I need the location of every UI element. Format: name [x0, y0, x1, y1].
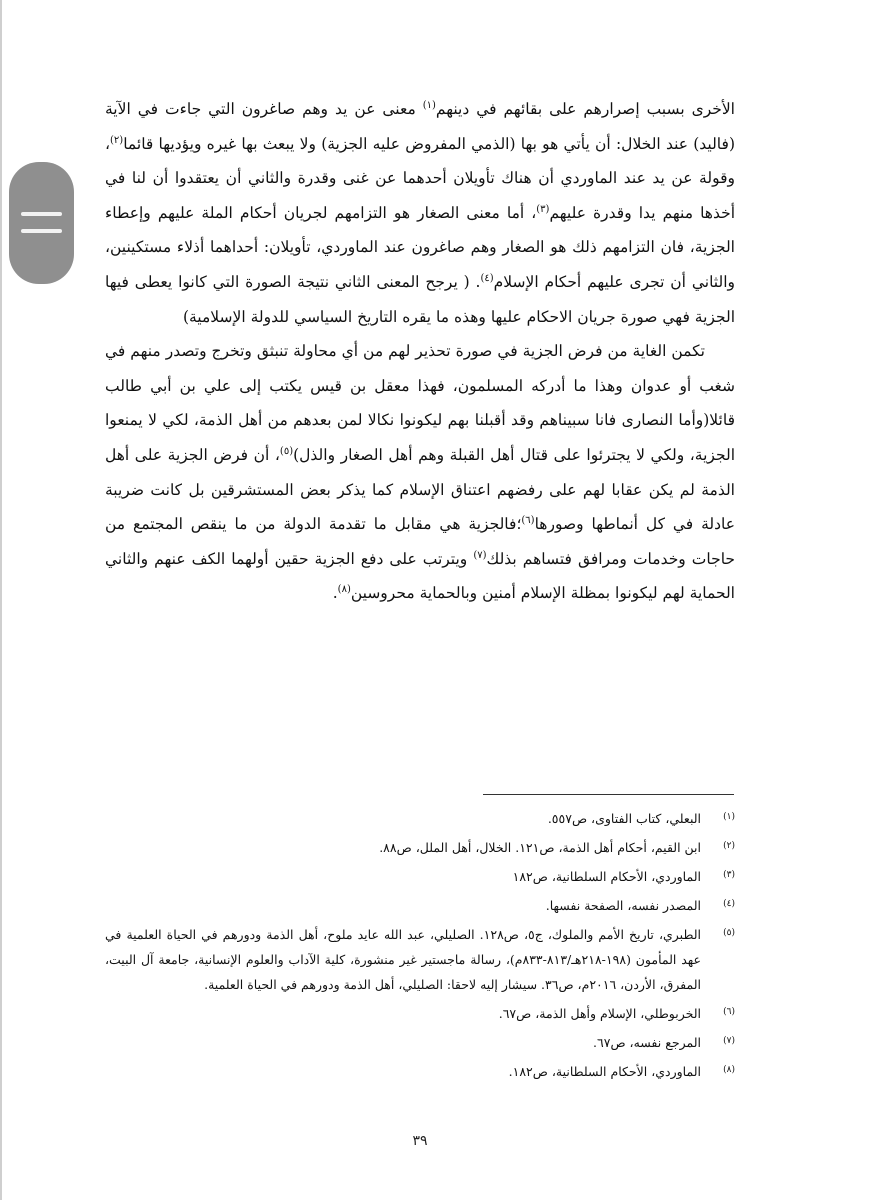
footnote-ref-7[interactable]: (٧)	[473, 549, 487, 561]
p1-text-1: الأخرى بسبب إصرارهم على بقائهم في دينهم	[435, 100, 735, 118]
menu-icon-bar-top	[21, 212, 62, 216]
footnote-text: المصدر نفسه، الصفحة نفسها.	[545, 898, 701, 913]
footnote-text: البعلي، كتاب الفتاوى، ص٥٥٧.	[547, 811, 701, 826]
paragraph-1	[105, 92, 735, 334]
menu-icon-bar-bottom	[21, 229, 62, 233]
p1-text-4: ، أما معنى الصغار هو التزامهم لجريان أحكام الملة عليهم وإعطاء الجزية، فان التزامهم ذلك هو الصغار وهم صاغرون عند الماوردي، تأويلان: أحداهما أذلاء مستكينين، والثاني أن تجرى عليهم أحكام الإسلام	[105, 203, 735, 291]
menu-button[interactable]	[9, 162, 74, 284]
footnote-ref-4[interactable]: (٤)	[480, 272, 494, 284]
p2-text-4: ويترتب على دفع الجزية حقين أولهما الكف عنهم والثاني الحماية لهم ليكونوا بمظلة الإسلام أمنين وبالحماية محروسين	[105, 549, 735, 603]
footnote-text: ابن القيم، أحكام أهل الذمة، ص١٢١. الخلال، أهل الملل، ص٨٨.	[379, 840, 701, 855]
paragraph-2	[105, 334, 735, 611]
footnote-text: الماوردي، الأحكام السلطانية، ص١٨٢.	[508, 1064, 701, 1079]
footnote-text: المرجع نفسه، ص٦٧.	[593, 1035, 701, 1050]
page-left-edge	[0, 0, 2, 1200]
footnote-item	[105, 1030, 735, 1055]
footnote-separator	[483, 794, 734, 795]
footnote-item	[105, 922, 735, 997]
footnote-text: الماوردي، الأحكام السلطانية، ص١٨٢	[512, 869, 701, 884]
p1-text-5: . ( يرجح المعنى الثاني نتيجة الصورة التي كانوا يعطى فيها الجزية فهي صورة جريان الاحكام عليها وهذه ما يقره التاريخ السياسي للدولة الإسلامية)	[105, 272, 735, 326]
footnote-number: (٢)	[723, 841, 735, 851]
footnote-number: (١)	[723, 812, 735, 822]
footnote-ref-5[interactable]: (٥)	[279, 445, 294, 457]
body-text	[105, 92, 735, 611]
p1-text-3: ، وقولة عن يد عند الماوردي أن هناك تأويلان أحدهما عن غنى وقدرة والثاني أن يعتقدوا أن لنا في أخذها منهم يدا وقدرة عليهم	[105, 134, 736, 222]
footnote-item	[105, 1059, 735, 1084]
footnote-item	[105, 1001, 735, 1026]
footnote-item	[105, 893, 735, 918]
footnote-number: (٤)	[723, 899, 735, 909]
footnote-item	[105, 835, 735, 860]
footnote-item	[105, 806, 735, 831]
p2-text-2: ، أن فرض الجزية على أهل الذمة لم يكن عقابا لهم على رفضهم اعتناق الإسلام كما يذكر بعض المستشرقين بل كانت ضريبة عادلة في كل أنماطها وصورها	[105, 445, 735, 534]
p1-text-2: معنى عن يد وهم صاغرون التي جاءت في الآية (فاليد) عند الخلال: أن يأتي هو بها (الذمي المفروض عليه الجزية) ولا يبعث بها غيره ويؤديها قائما	[105, 100, 735, 153]
footnote-number: (٨)	[723, 1065, 735, 1075]
page-number: ٣٩	[412, 1133, 428, 1149]
footnote-item	[105, 864, 735, 889]
footnote-ref-6[interactable]: (٦)	[521, 514, 535, 526]
footnote-number: (٦)	[723, 1007, 735, 1017]
footnote-text: الخربوطلي، الإسلام وأهل الذمة، ص٦٧.	[498, 1006, 701, 1021]
p2-text-3: ؛فالجزية هي مقابل ما تقدمة الدولة من ما ينقص المجتمع من حاجات وخدمات ومرافق فتساهم بذلك	[105, 515, 736, 568]
footnote-number: (٥)	[723, 928, 735, 938]
footnote-ref-8[interactable]: (٨)	[337, 584, 351, 596]
footnote-ref-3[interactable]: (٣)	[536, 203, 550, 215]
footnote-text: الطبري، تاريخ الأمم والملوك، ج٥، ص١٢٨. الصليلي، عبد الله عايد ملوح، أهل الذمة ودورهم في الحياة العلمية في عهد المأمون (١٩٨-٢١٨هـ/٨١٣-٨٣٣م)، رسالة ماجستير غير منشورة، كلية الآداب والعلوم الإنسانية، جامعة آل البيت، المفرق، الأردن، ٢٠١٦م، ص٣٦. سيشار إليه لاحقا: الصليلي، أهل الذمة ودورهم في الحياة العلمية.	[105, 927, 701, 992]
p2-text-1: تكمن الغاية من فرض الجزية في صورة تحذير لهم من أي محاولة تنبثق وتخرج وتصدر منهم في شغب أو عدوان وهذا ما أدركه المسلمون، فهذا معقل بن قيس يكتب إلى علي بن أبي طالب قائلا(وأما النصارى فانا سبيناهم وقد أقبلنا بهم ليكونوا نكالا لمن بعدهم من أهل الذمة، لكي لا يمنعوا الجزية، ولكي لا يجترئوا على قتال أهل القبلة وهم أهل الصغار والذل)	[105, 342, 735, 464]
footnotes	[105, 806, 735, 1088]
footnote-number: (٧)	[723, 1036, 735, 1046]
footnote-ref-1[interactable]: (١)	[422, 99, 436, 111]
footnote-number: (٣)	[723, 870, 735, 880]
p2-text-5: .	[332, 584, 338, 603]
footnote-ref-2[interactable]: (٢)	[110, 134, 124, 146]
